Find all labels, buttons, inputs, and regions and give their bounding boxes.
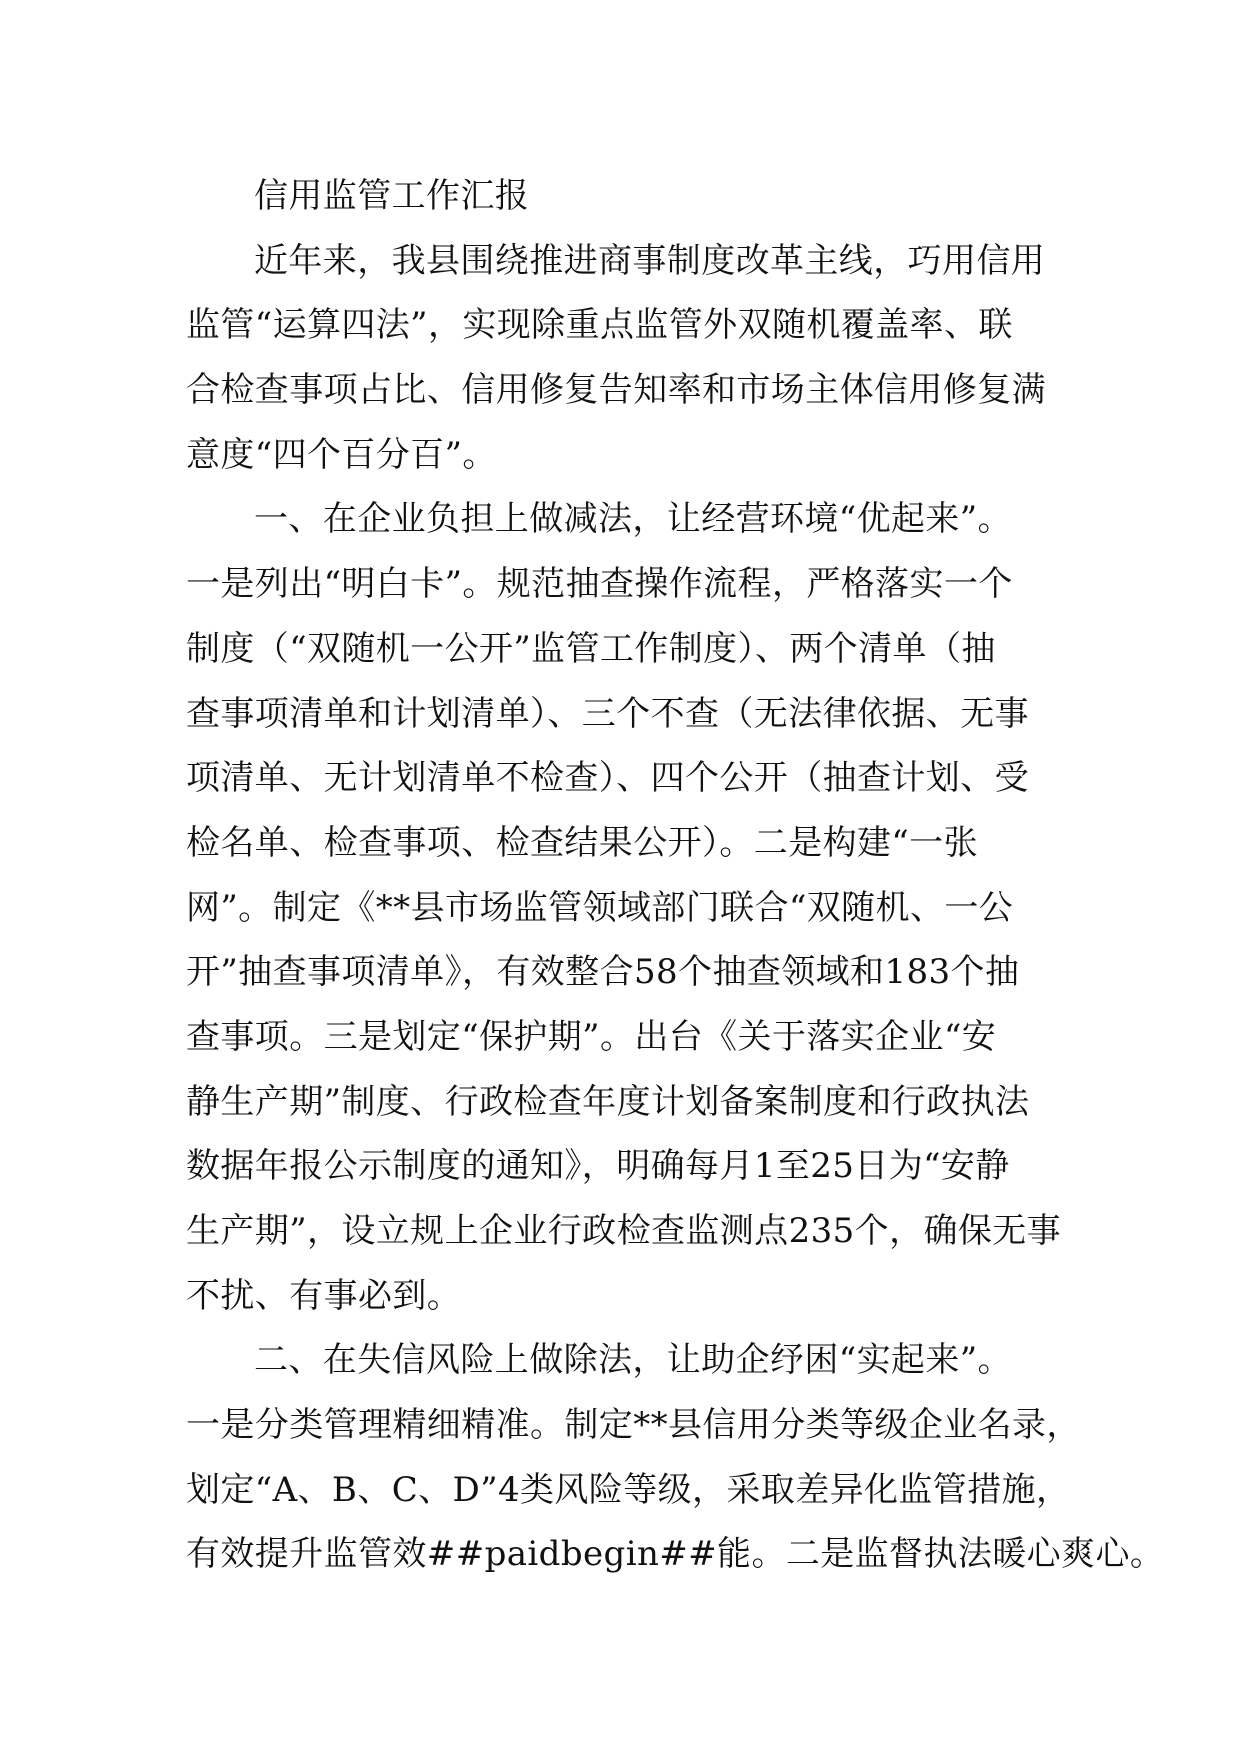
- paragraph-line: 不扰、有事必到。: [186, 1275, 462, 1316]
- paragraph-line: 生产期”，设立规上企业行政检查监测点235个，确保无事: [186, 1211, 1062, 1251]
- document-title: 信用监管工作汇报: [254, 176, 530, 216]
- paragraph-line: 数据年报公示制度的通知》，明确每月1至25日为“安静: [186, 1146, 1010, 1187]
- paragraph-line: 一是列出“明白卡”。规范抽查操作流程，严格落实一个: [186, 564, 1013, 605]
- paragraph-line: 监管“运算四法”，实现除重点监管外双随机覆盖率、联: [186, 305, 1013, 346]
- paragraph-line: 查事项清单和计划清单）、三个不查（无法律依据、无事: [186, 693, 1029, 734]
- paragraph-line: 制度（“双随机一公开”监管工作制度）、两个清单（抽: [186, 628, 996, 669]
- paragraph-line: 划定“A、B、C、D”4类风险等级，采取差异化监管措施，: [186, 1469, 1071, 1510]
- paragraph-line: 静生产期”制度、行政检查年度计划备案制度和行政执法: [186, 1081, 1030, 1122]
- paragraph-line: 查事项。三是划定“保护期”。出台《关于落实企业“安: [186, 1016, 997, 1057]
- section-heading-2: 二、在失信风险上做除法，让助企纾困“实起来”。: [254, 1340, 1012, 1381]
- paragraph-line: 有效提升监管效##paidbegin##能。二是监督执法暖心爽心。: [186, 1534, 1165, 1575]
- paragraph-line: 开”抽查事项清单》，有效整合58个抽查领域和183个抽: [186, 952, 1020, 993]
- paragraph-line: 合检查事项占比、信用修复告知率和市场主体信用修复满: [186, 370, 1046, 411]
- paragraph-line: 网”。制定《**县市场监管领域部门联合“双随机、一公: [186, 887, 1014, 928]
- paragraph-line: 近年来，我县围绕推进商事制度改革主线，巧用信用: [254, 240, 1046, 281]
- paragraph-line: 意度“四个百分百”。: [186, 434, 497, 475]
- paragraph-line: 检名单、检查事项、检查结果公开）。二是构建“一张: [186, 822, 978, 863]
- paragraph-line: 一是分类管理精细精准。制定**县信用分类等级企业名录，: [186, 1405, 1081, 1446]
- document-body: [186, 164, 1165, 1587]
- section-heading-1: 一、在企业负担上做减法，让经营环境“优起来”。: [254, 499, 1012, 540]
- paragraph-line: 项清单、无计划清单不检查）、四个公开（抽查计划、受: [186, 758, 1029, 799]
